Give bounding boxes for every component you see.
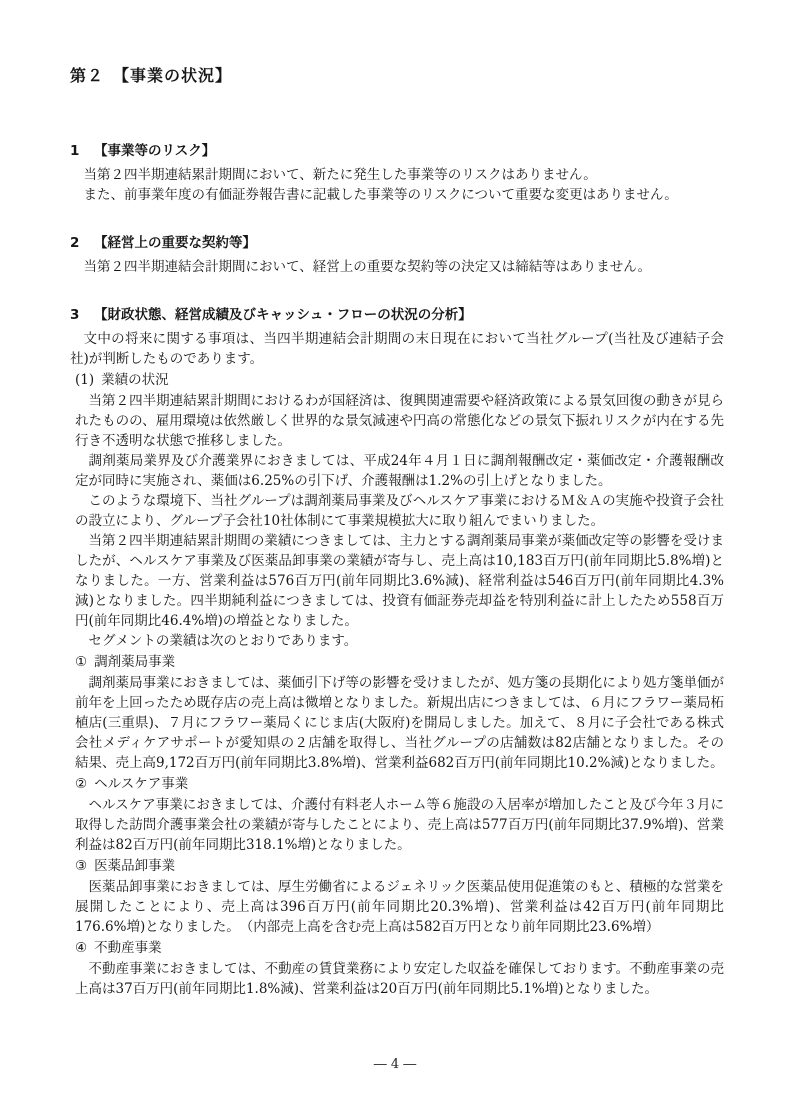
section-business-risks [70,142,724,205]
segment-title: 医薬品卸事業 [94,858,176,874]
paragraph: このような環境下、当社グループは調剤薬局事業及びヘルスケア事業におけるＭ＆Ａの実施や投資子会社の設立により、グループ子会社10社体制にて事業規模拡大に取り組んでまいりました。 [75,493,724,529]
paragraph: 調剤薬局業界及び介護業界におきましては、平成24年４月１日に調剤報酬改定・薬価改定・介護報酬改定が同時に実施され、薬価は6.25%の引下げ、介護報酬は1.2%の引上げとなりました。 [75,453,724,489]
paragraph: 当第２四半期連結累計期間におけるわが国経済は、復興関連需要や経済政策による景気回復の動きが見られたものの、雇用環境は依然厳しく世界的な景気減速や円高の常態化などの景気下振れリスクが内在する先行き不透明な状態で推移しました。 [75,393,724,449]
section-heading-row [70,142,724,160]
section-body [70,329,724,999]
paragraph: また、前事業年度の有価証券報告書に記載した事業等のリスクについて重要な変更はありません。 [83,187,678,203]
subsection-title: 業績の状況 [101,372,169,388]
segment-paragraph: ヘルスケア事業におきましては、介護付有料老人ホーム等６施設の入居率が増加したこと及び今年３月に取得した訪問介護事業会社の業績が寄与したことにより、売上高は577百万円(前年同期比37.9%増)、営業利益は82百万円(前年同期比318.1%増)となりました。 [75,797,724,853]
section-heading: 【財政状態、経営成績及びキャッシュ・フローの状況の分析】 [94,307,472,323]
segment-healthcare [75,774,724,855]
section-heading: 【経営上の重要な契約等】 [94,235,256,251]
subsection-marker: (1) [75,372,95,388]
segment-paragraph: 医薬品卸事業におきましては、厚生労働省によるジェネリック医薬品使用促進策のもと、積極的な営業を展開したことにより、売上高は396百万円(前年同期比20.3%増)、営業利益は42百万円(前年同期比176.6%増)となりました。 （内部売上高を含む売上高は582百万円となり前年同期比23.6%増） [75,879,724,935]
segment-heading [75,774,724,794]
segment-real-estate [75,938,724,999]
paragraph: 当第２四半期連結会計期間において、経営上の重要な契約等の決定又は締結等はありません。 [83,259,652,275]
segment-heading [75,938,724,958]
section-number: 1 [70,143,80,159]
section-heading: 【事業等のリスク】 [94,143,216,159]
section-important-contracts [70,234,724,277]
segment-title: ヘルスケア事業 [94,776,189,792]
segment-paragraph: 不動産事業におきましては、不動産の賃貸業務により安定した収益を確保しております。不動産事業の売上高は37百万円(前年同期比1.8%減)、営業利益は20百万円(前年同期比5.1%増)となりました。 [75,961,724,997]
segment-marker: ① [75,654,88,670]
page-number: ― 4 ― [373,1057,417,1072]
segment-paragraph: 調剤薬局事業におきましては、薬価引下げ等の影響を受けましたが、処方箋の長期化により処方箋単価が前年を上回ったため既存店の売上高は微増となりました。新規出店につきましては、６月にフラワー薬局柘植店(三重県)、７月にフラワー薬局くにじま店(大阪府)を開局しました。加えて、８月に子会社である株式会社メディケアサポートが愛知県の２店舗を取得し、当社グループの店舗数は82店舗となりました。その結果、売上高9,172百万円(前年同期比3.8%増)、営業利益682百万円(前年同期比10.2%減)となりました。 [75,675,724,771]
subsection-business-results [75,370,724,999]
paragraph: 当第２四半期連結累計期間において、新たに発生した事業等のリスクはありません。 [83,167,597,183]
segment-title: 不動産事業 [94,940,162,956]
section-heading-row [70,306,724,324]
paragraph: 文中の将来に関する事項は、当四半期連結会計期間の末日現在において当社グループ(当社及び連結子会社)が判断したものであります。 [70,331,724,367]
section-number: 3 [70,307,80,323]
segment-marker: ③ [75,858,88,874]
section-body [70,257,724,277]
paragraph: セグメントの業績は次のとおりであります。 [88,633,358,649]
segment-heading [75,652,724,672]
segment-marker: ② [75,776,88,792]
segment-pharmacy [75,652,724,773]
paragraph: 当第２四半期連結累計期間の業績につきましては、主力とする調剤薬局事業が薬価改定等の影響を受けましたが、ヘルスケア事業及び医薬品卸事業の業績が寄与し、売上高は10,183百万円(前年同期比5.8%増)となりました。一方、営業利益は576百万円(前年同期比3.6%減)、経常利益は546百万円(前年同期比4.3%減)となりました。四半期純利益につきましては、投資有価証券売却益を特別利益に計上したため558百万円(前年同期比46.4%増)の増益となりました。 [75,533,724,629]
segment-marker: ④ [75,940,88,956]
segment-heading [75,856,724,876]
section-number: 2 [70,235,80,251]
section-heading-row [70,234,724,252]
segment-title: 調剤薬局事業 [94,654,176,670]
subsection-heading [75,370,724,390]
section-body [70,165,724,205]
segment-pharmaceutical-wholesale [75,856,724,937]
section-financial-analysis [70,306,724,999]
page-title: 第２ 【事業の状況】 [70,66,233,85]
